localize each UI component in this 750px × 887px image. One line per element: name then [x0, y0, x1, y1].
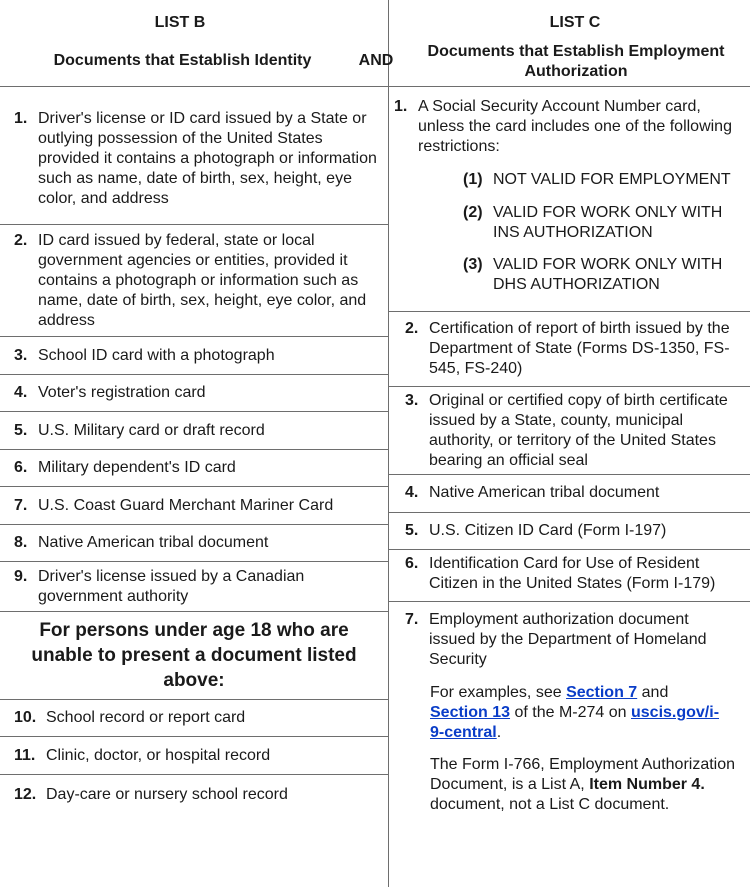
section-13-link[interactable]: Section 13 — [430, 704, 511, 721]
item-text: Voter's registration card — [38, 384, 206, 401]
list-b-item — [14, 496, 382, 516]
header-divider — [0, 86, 750, 87]
uscis-i9-central-link[interactable]: uscis.gov/i-9-central — [430, 704, 720, 741]
note-text: The Form I-766, Employment Authorization Document, is a List A, — [430, 756, 736, 793]
item-text: Native American tribal document — [429, 484, 660, 501]
list-c-item — [405, 391, 747, 471]
item-text: Employment authorization document issued by the Department of Homeland Security — [429, 611, 707, 668]
item-number: 8. — [14, 534, 28, 551]
row-divider — [0, 486, 388, 487]
item-text: U.S. Coast Guard Merchant Mariner Card — [38, 497, 334, 514]
item-number: 10. — [14, 709, 37, 726]
item-text: U.S. Military card or draft record — [38, 422, 265, 439]
item-number: 9. — [14, 568, 28, 585]
list-b-item — [14, 785, 382, 805]
item-number: 4. — [405, 484, 419, 501]
list-b-item — [14, 231, 382, 331]
restriction-text: VALID FOR WORK ONLY WITH DHS AUTHORIZATION — [493, 256, 723, 293]
row-divider — [0, 336, 388, 337]
restriction-text: NOT VALID FOR EMPLOYMENT — [493, 171, 731, 188]
list-b-item — [14, 533, 382, 553]
item-number: 2. — [14, 232, 28, 249]
row-divider — [0, 774, 388, 775]
item-number: 3. — [405, 392, 419, 409]
restriction-number: (2) — [463, 204, 483, 221]
column-divider — [388, 0, 389, 887]
item-number: 3. — [14, 347, 28, 364]
row-divider — [0, 699, 388, 700]
row-divider — [0, 449, 388, 450]
list-b-subtitle: Documents that Establish Identity — [53, 52, 312, 69]
list-b-title: LIST B — [154, 14, 206, 31]
item-text: U.S. Citizen ID Card (Form I-197) — [429, 522, 667, 539]
list-b-item — [14, 567, 382, 607]
item-text: School ID card with a photograph — [38, 347, 275, 364]
item-text: Native American tribal document — [38, 534, 269, 551]
note-text: and — [637, 684, 669, 701]
row-divider — [0, 561, 388, 562]
list-c-item — [405, 554, 747, 594]
row-divider — [0, 611, 388, 612]
item-number: 1. — [394, 98, 408, 115]
list-c-item — [405, 319, 747, 379]
item-number: 1. — [14, 110, 28, 127]
item-text: Clinic, doctor, or hospital record — [46, 747, 271, 764]
list-b-item — [14, 421, 382, 441]
note-text: document, not a List C document. — [430, 796, 670, 813]
row-divider — [388, 474, 750, 475]
list-b-item — [14, 346, 382, 366]
row-divider — [388, 601, 750, 602]
list-b-item — [14, 109, 382, 209]
row-divider — [0, 224, 388, 225]
restriction-number: (3) — [463, 256, 483, 273]
restriction-item — [463, 203, 748, 243]
list-b-item — [14, 458, 382, 478]
list-c-item — [405, 483, 747, 503]
restriction-number: (1) — [463, 171, 483, 188]
item7-note — [430, 683, 730, 743]
item-text: ID card issued by federal, state or local government agencies or entities, provided it contains a photograph or information such as name, date of birth, sex, height, eye color, and address — [38, 232, 367, 329]
list-c-item — [405, 521, 747, 541]
item-text: Original or certified copy of birth certificate issued by a State, county, municipal authority, or territory of the United States bearing an official seal — [429, 392, 728, 469]
row-divider — [388, 311, 750, 312]
list-b-item — [14, 708, 382, 728]
item-number: 11. — [14, 747, 36, 764]
item-text: Identification Card for Use of Resident Citizen in the United States (Form I-179) — [429, 555, 716, 592]
row-divider — [0, 524, 388, 525]
item-text: School record or report card — [46, 709, 246, 726]
note-bold: Item Number 4. — [589, 776, 705, 793]
restriction-item — [463, 255, 748, 295]
list-b-item — [14, 746, 382, 766]
restriction-item — [463, 170, 748, 190]
list-c-subtitle: Documents that Establish Employment Authorization — [427, 43, 725, 80]
row-divider — [0, 411, 388, 412]
item-text: Driver's license or ID card issued by a State or outlying possession of the United States provided it contains a photograph or information such as name, date of birth, sex, height, eye color, and address — [38, 110, 377, 207]
item7-note2 — [430, 755, 740, 815]
item-number: 12. — [14, 786, 37, 803]
note-text: . — [496, 724, 502, 741]
row-divider — [0, 374, 388, 375]
list-b-item — [14, 383, 382, 403]
item-text: Certification of report of birth issued by the Department of State (Forms DS-1350, FS-545, FS-240) — [429, 320, 730, 377]
under18-heading: For persons under age 18 who are unable to present a document listed above: — [31, 620, 357, 691]
restriction-text: VALID FOR WORK ONLY WITH INS AUTHORIZATION — [493, 204, 723, 241]
list-c-item — [405, 610, 747, 670]
note-text: of the M-274 on — [510, 704, 631, 721]
item-text: A Social Security Account Number card, unless the card includes one of the following restrictions: — [418, 98, 732, 155]
item-text: Driver's license issued by a Canadian government authority — [38, 568, 305, 605]
item-number: 6. — [405, 555, 419, 572]
item-number: 4. — [14, 384, 28, 401]
item-text: Day-care or nursery school record — [46, 786, 288, 803]
row-divider — [388, 512, 750, 513]
row-divider — [388, 549, 750, 550]
item-number: 5. — [405, 522, 419, 539]
item-number: 2. — [405, 320, 419, 337]
item-number: 7. — [405, 611, 419, 628]
row-divider — [388, 386, 750, 387]
item-number: 7. — [14, 497, 28, 514]
note-prefix: For examples, see — [430, 684, 567, 701]
list-c-title: LIST C — [549, 14, 601, 31]
item-text: Military dependent's ID card — [38, 459, 236, 476]
section-7-link[interactable]: Section 7 — [566, 684, 638, 701]
row-divider — [0, 736, 388, 737]
item-number: 5. — [14, 422, 28, 439]
and-label: AND — [358, 52, 394, 69]
list-c-item — [394, 97, 746, 157]
item-number: 6. — [14, 459, 28, 476]
